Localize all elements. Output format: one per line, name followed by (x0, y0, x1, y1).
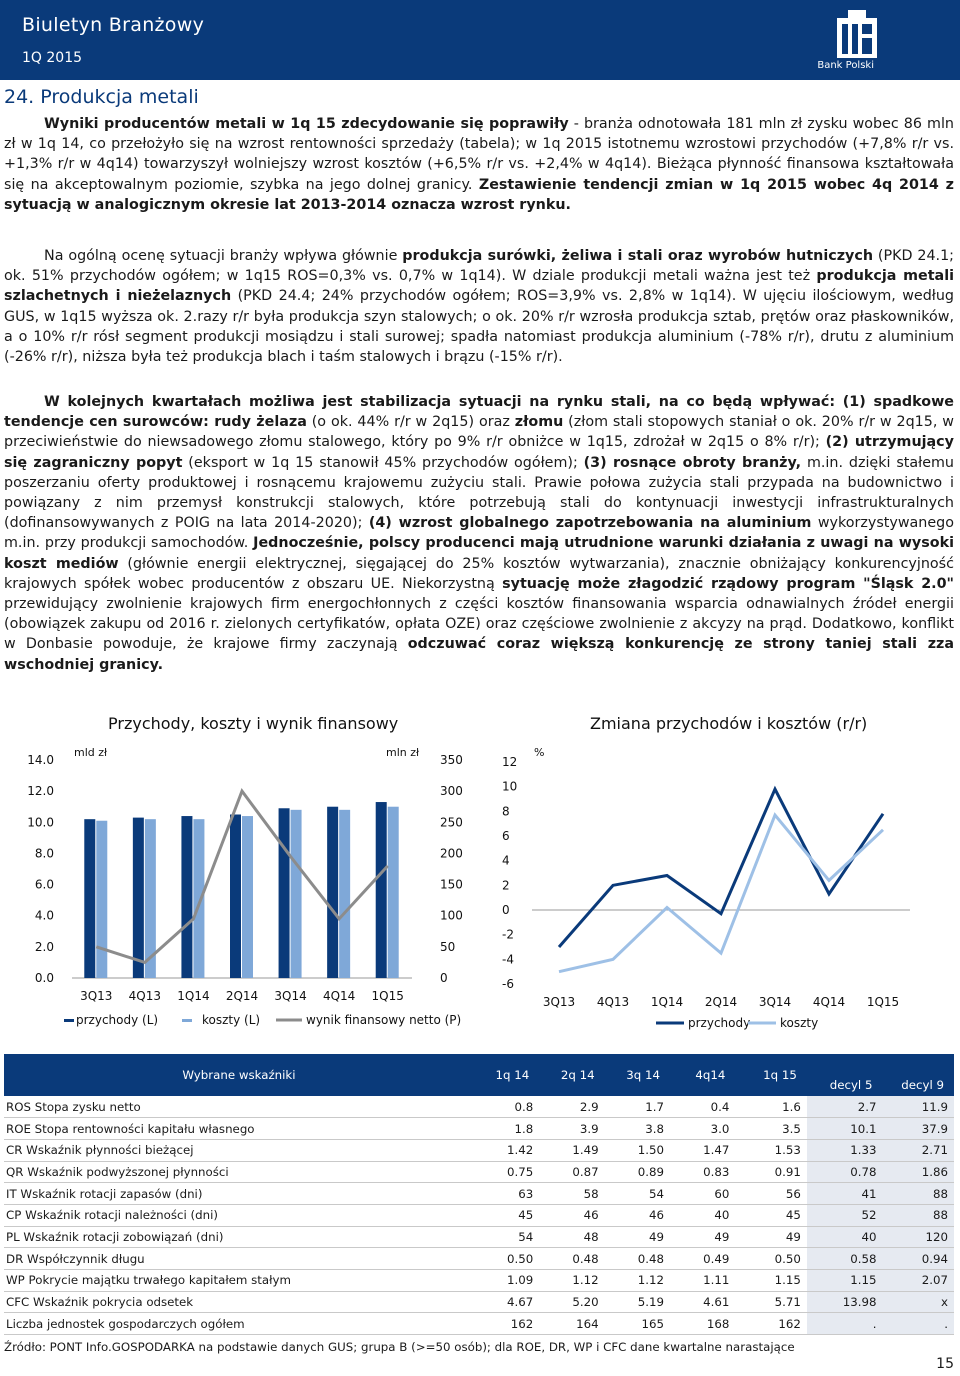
p3-bold7: sytuację może złagodzić rządowy program "Śląsk 2.0" (502, 575, 954, 592)
table-cell: 60 (670, 1183, 735, 1205)
table-cell: 2.9 (539, 1096, 604, 1118)
table-cell: 0.58 (807, 1248, 883, 1270)
x-tick-label: 3Q14 (274, 989, 307, 1003)
legend-label: przychody (688, 1016, 751, 1030)
table-cell: 40 (670, 1204, 735, 1226)
table-cell: 11.9 (882, 1096, 954, 1118)
table-header-row (4, 1054, 954, 1096)
y-tick-label: 4 (502, 853, 510, 868)
table-row-label: CR Wskaźnik płynności bieżącej (4, 1139, 474, 1161)
y-tick-label: 8 (502, 804, 510, 819)
table-row (4, 1118, 954, 1140)
p2-bold2: produkcja metali szlachetnych i nieżelaznych (4, 268, 955, 305)
y-tick-label: 12 (502, 755, 518, 769)
right-axis-tick-label: 50 (440, 939, 456, 954)
table-cell: 2.07 (882, 1270, 954, 1292)
p3-bold5: (4) wzrost globalnego zapotrzebowania na aluminium (368, 515, 812, 532)
table-row (4, 1226, 954, 1248)
left-axis-tick-label: 12.0 (27, 784, 54, 799)
table-cell: 4.67 (474, 1291, 539, 1313)
p3-text-a: (o ok. 44% r/r w 2q15) oraz (306, 414, 515, 431)
right-axis-tick-label: 0 (440, 971, 448, 985)
x-tick-label: 1Q15 (866, 995, 900, 1009)
chart2-title: Zmiana przychodów i kosztów (r/r) (590, 714, 868, 733)
table-cell: 0.87 (539, 1161, 604, 1183)
page-number: 15 (936, 1356, 954, 1372)
table-cell: 1.12 (539, 1270, 604, 1292)
table-cell: 1.8 (474, 1118, 539, 1140)
table-cell: 4.61 (670, 1291, 735, 1313)
table-header-col: 3q 14 (605, 1054, 670, 1096)
table-cell: 3.5 (735, 1118, 807, 1140)
table-cell: 54 (605, 1183, 670, 1205)
table-cell: 48 (539, 1226, 604, 1248)
bar-koszty (193, 819, 204, 978)
legend-label: koszty (L) (202, 1013, 261, 1027)
table-row (4, 1313, 954, 1335)
table-cell: 45 (735, 1204, 807, 1226)
table-cell: 0.78 (807, 1161, 883, 1183)
table-cell: 10.1 (807, 1118, 883, 1140)
table-cell: 52 (807, 1204, 883, 1226)
bulletin-period: 1Q 2015 (22, 50, 83, 66)
table-cell: 56 (735, 1183, 807, 1205)
y-tick-label: 0 (502, 903, 510, 917)
legend-label: koszty (780, 1016, 819, 1030)
table-cell: 2.7 (807, 1096, 883, 1118)
p3-bold2: złomu (514, 414, 564, 431)
p3-text-e: wykorzystywanego m.in. przy produkcji samochodów. (4, 515, 954, 552)
table-cell: 0.4 (670, 1096, 735, 1118)
p1-bold: Wyniki producentów metali w 1q 15 zdecydowanie się poprawiły (44, 116, 569, 132)
p3-text-g: przewidujący zwolnienie krajowych firm energochłonnych z części kosztów finansowania wsparcia odnawialnych źródeł energii (obowiązek zakupu od 2016 r. zielonych certyfikatów, opłata OZE) oraz częściowe zwolnienie z akcyzy na prąd. Dodatkowo, konflikt w Donbasie powoduje, że krajowe firmy zaczynają (4, 596, 954, 653)
revenue-cost-change-chart (480, 740, 960, 1040)
table-row-label: QR Wskaźnik podwyższonej płynności (4, 1161, 474, 1183)
right-axis-tick-label: 100 (440, 908, 463, 923)
p3-bold6: Jednocześnie, polscy producenci mają utrudnione warunki działania z uwagi na wysoki koszt mediów (4, 535, 954, 572)
table-header-col: decyl 9 (882, 1054, 954, 1096)
legend-swatch-koszty (182, 1019, 192, 1022)
p3-text-c: (eksport w 1q 15 stanowił 45% przychodów ogółem); (182, 454, 584, 471)
y-tick-label: 6 (502, 829, 510, 843)
paragraph-2 (4, 246, 954, 367)
table-cell: 0.8 (474, 1096, 539, 1118)
p1-text: - branża odnotowała 181 mln zł zysku wobec 86 mln zł w 1q 14, co przełożyło się na wzrost rentowności sprzedaży (tabela); w 1q 2015 istotnemu wzrostowi przychodów (+7,8% r/r vs. +1,3% r/r w 4q14) towarzyszył wolniejszy wzrost kosztów (+6,5% r/r vs. +2,4% w 4q14). Bieżąca płynność finansowa kształtowała się na akceptowalnym poziomie, szybka na jego dolnej granicy. (4, 116, 954, 193)
table-cell: 0.83 (670, 1161, 735, 1183)
table-row (4, 1291, 954, 1313)
table-header-col: 1q 15 (735, 1054, 807, 1096)
bar-koszty (291, 810, 302, 978)
left-axis-tick-label: 10.0 (27, 815, 54, 830)
table-header-col: decyl 5 (807, 1054, 883, 1096)
p3-bold8: odczuwać coraz większą konkurencję ze strony taniej stali zza wschodniej granicy. (4, 636, 954, 673)
table-header-col: 2q 14 (539, 1054, 604, 1096)
right-axis-tick-label: 150 (440, 877, 463, 892)
table-cell: 41 (807, 1183, 883, 1205)
table-cell: 162 (474, 1313, 539, 1335)
table-row-label: CP Wskaźnik rotacji należności (dni) (4, 1204, 474, 1226)
x-tick-label: 4Q13 (596, 995, 630, 1009)
table-cell: 58 (539, 1183, 604, 1205)
y-tick-label: -6 (502, 977, 514, 991)
x-tick-label: 1Q14 (650, 995, 684, 1009)
table-cell: 54 (474, 1226, 539, 1248)
y-tick-label: 10 (502, 779, 518, 794)
x-tick-label: 4Q14 (322, 989, 356, 1003)
left-axis-tick-label: 6.0 (34, 877, 54, 892)
table-cell: 2.71 (882, 1139, 954, 1161)
indicators-table (4, 1054, 954, 1335)
table-cell: 3.9 (539, 1118, 604, 1140)
left-axis-tick-label: 4.0 (34, 908, 54, 923)
table-cell: 120 (882, 1226, 954, 1248)
table-cell: 1.15 (807, 1270, 883, 1292)
bulletin-title: Biuletyn Branżowy (22, 14, 205, 36)
table-cell: 1.11 (670, 1270, 735, 1292)
bar-przychody (376, 802, 387, 978)
table-cell: 0.75 (474, 1161, 539, 1183)
p2-text-a: Na ogólną ocenę sytuacji branży wpływa głównie (44, 248, 403, 264)
paragraph-1 (4, 114, 954, 215)
table-cell: 164 (539, 1313, 604, 1335)
p3-bold1: W kolejnych kwartałach możliwa jest stabilizacja sytuacji na rynku stali, na co będą wpływać: (1) spadkowe tendencje cen surowców: rudy żelaza (4, 394, 954, 431)
table-cell: 0.50 (735, 1248, 807, 1270)
line-przychody (559, 789, 883, 947)
legend-label: wynik finansowy netto (P) (306, 1013, 462, 1027)
x-tick-label: 1Q15 (371, 989, 404, 1003)
table-cell: 88 (882, 1183, 954, 1205)
bar-przychody (133, 818, 144, 978)
p3-bold4: (3) rosnące obroty branży, (583, 454, 802, 471)
table-row (4, 1096, 954, 1118)
table-cell: 0.48 (539, 1248, 604, 1270)
table-cell: 3.0 (670, 1118, 735, 1140)
bar-przychody (327, 807, 338, 978)
table-cell: 49 (605, 1226, 670, 1248)
table-cell: 63 (474, 1183, 539, 1205)
p2-bold1: produkcja surówki, żeliwa i stali oraz wyrobów hutniczych (402, 248, 874, 264)
p2-text-c: (PKD 24.4; 24% przychodów ogółem; ROS=3,9% vs. 2,8% w 1q14). W ujęciu ilościowym, według GUS, w 1q15 wyższa ok. 2.razy r/r była produkcja szyn stalowych; o ok. 20% r/r wzrosła produkcja sztab, prętów oraz płaskowników, a o 10% r/r rósł segment produkcji mosiądzu i stali surowej; spadła natomiast produkcja aluminium (-78% r/r), drutu z aluminium (-26% r/r), niższa była też produkcja blach i taśm stalowych i brązu (-15% r/r). (4, 288, 954, 366)
p2-text-b: (PKD 24.1; ok. 51% przychodów ogółem; w 1q15 ROS=0,3% vs. 0,7% w 1q14). W dziale produkcji metali ważna jest też (4, 248, 955, 285)
table-cell: 168 (670, 1313, 735, 1335)
table-cell: 0.94 (882, 1248, 954, 1270)
y-tick-label: -4 (502, 952, 514, 967)
p1-bold2: Zestawienie tendencji zmian w 1q 2015 wobec 4q 2014 z sytuacją w analogicznym okresie lat 2013-2014 oznacza wzrost rynku. (4, 176, 954, 213)
table-row (4, 1183, 954, 1205)
table-row-label: CFC Wskaźnik pokrycia odsetek (4, 1291, 474, 1313)
table-cell: 162 (735, 1313, 807, 1335)
page-header (0, 0, 960, 80)
table-cell: 49 (735, 1226, 807, 1248)
table-cell: 0.89 (605, 1161, 670, 1183)
right-axis-unit: mln zł (386, 746, 420, 759)
table-cell: 46 (605, 1204, 670, 1226)
table-cell: 0.48 (605, 1248, 670, 1270)
table-cell: 49 (670, 1226, 735, 1248)
table-header-name: Wybrane wskaźniki (4, 1054, 474, 1096)
bar-koszty (339, 810, 350, 978)
left-axis-tick-label: 0.0 (34, 971, 54, 985)
x-tick-label: 1Q14 (177, 989, 210, 1003)
x-tick-label: 4Q14 (812, 995, 846, 1009)
legend-swatch-przychody (64, 1019, 74, 1022)
table-row-label: IT Wskaźnik rotacji zapasów (dni) (4, 1183, 474, 1205)
table-cell: 13.98 (807, 1291, 883, 1313)
table-cell: 1.42 (474, 1139, 539, 1161)
chart1-title: Przychody, koszty i wynik finansowy (108, 714, 399, 733)
x-tick-label: 2Q14 (704, 995, 738, 1009)
table-row (4, 1270, 954, 1292)
x-tick-label: 3Q13 (80, 989, 113, 1003)
table-cell: 37.9 (882, 1118, 954, 1140)
table-cell: 1.6 (735, 1096, 807, 1118)
bar-koszty (242, 816, 253, 978)
table-row-label: PL Wskaźnik rotacji zobowiązań (dni) (4, 1226, 474, 1248)
x-tick-label: 4Q13 (128, 989, 162, 1003)
table-cell: . (882, 1313, 954, 1335)
table-cell: 46 (539, 1204, 604, 1226)
right-axis-tick-label: 350 (440, 753, 463, 767)
table-header-col: 1q 14 (474, 1054, 539, 1096)
table-cell: 5.71 (735, 1291, 807, 1313)
table-row-label: Liczba jednostek gospodarczych ogółem (4, 1313, 474, 1335)
table-row (4, 1204, 954, 1226)
table-cell: 1.47 (670, 1139, 735, 1161)
table-cell: 1.49 (539, 1139, 604, 1161)
table-cell: 1.09 (474, 1270, 539, 1292)
left-axis-tick-label: 8.0 (34, 846, 54, 861)
table-cell: 1.86 (882, 1161, 954, 1183)
right-axis-tick-label: 200 (440, 846, 463, 861)
pko-logo-icon (834, 8, 880, 60)
revenue-cost-result-chart (0, 740, 480, 1040)
section-title: 24. Produkcja metali (4, 86, 199, 108)
table-row (4, 1139, 954, 1161)
table-row (4, 1161, 954, 1183)
x-tick-label: 2Q14 (225, 989, 259, 1003)
left-axis-tick-label: 14.0 (27, 753, 54, 767)
bar-przychody (230, 815, 241, 979)
y-tick-label: -2 (502, 927, 514, 942)
table-cell: 165 (605, 1313, 670, 1335)
table-cell: 1.53 (735, 1139, 807, 1161)
axis-unit: % (534, 746, 545, 759)
p3-bold3: (2) utrzymujący się zagraniczny popyt (4, 434, 954, 471)
p3-text-d: m.in. dzięki stałemu poszerzaniu oferty produktowej i rosnącemu krajowemu zużyciu stali. Prawie połowa zużycia stali przypada na budownictwo i powiązany z nim przemysł konstrukcji stalowych, które potrzebują stali do kontynuacji inwestycji infrastrukturalnych (dofinansowywanych z POIG na lata 2014-2020); (4, 454, 954, 532)
table-header-col: 4q14 (670, 1054, 735, 1096)
bar-przychody (181, 816, 192, 978)
x-tick-label: 3Q14 (758, 995, 792, 1009)
bar-koszty (96, 821, 107, 978)
table-row (4, 1248, 954, 1270)
table-cell: 88 (882, 1204, 954, 1226)
y-tick-label: 2 (502, 878, 510, 893)
bar-przychody (279, 808, 290, 978)
p3-text-b: (złom stali stopowych staniał o ok. 20% r/r w 2q15, w przeciwieństwie do niewsadowego złomu stalowego, który po 9% r/r obniżce w 1q15, zdrożał w 2q15 o 8% r/r); (4, 414, 954, 451)
legend-label: przychody (L) (76, 1013, 159, 1027)
table-cell: 3.8 (605, 1118, 670, 1140)
table-cell: 40 (807, 1226, 883, 1248)
table-cell: 5.20 (539, 1291, 604, 1313)
bar-koszty (388, 807, 399, 978)
x-tick-label: 3Q13 (542, 995, 576, 1009)
table-cell: 1.15 (735, 1270, 807, 1292)
table-cell: 1.12 (605, 1270, 670, 1292)
bank-name: Bank Polski (817, 60, 874, 71)
p3-text-f: (głównie energii elektrycznej, sięgającej do 25% kosztów wytwarzania), znacznie obniżający konkurencyjność krajowych spółek wobec producentów z obszaru UE. Niekorzystną (4, 555, 954, 592)
right-axis-tick-label: 250 (440, 815, 463, 830)
table-row-label: WP Pokrycie majątku trwałego kapitałem stałym (4, 1270, 474, 1292)
table-row-label: DR Współczynnik długu (4, 1248, 474, 1270)
paragraph-3 (4, 392, 954, 675)
table-cell: 5.19 (605, 1291, 670, 1313)
table-cell: 0.49 (670, 1248, 735, 1270)
right-axis-tick-label: 300 (440, 784, 463, 799)
table-cell: . (807, 1313, 883, 1335)
table-cell: 0.50 (474, 1248, 539, 1270)
table-cell: 1.50 (605, 1139, 670, 1161)
table-row-label: ROS Stopa zysku netto (4, 1096, 474, 1118)
table-row-label: ROE Stopa rentowności kapitału własnego (4, 1118, 474, 1140)
left-axis-tick-label: 2.0 (34, 939, 54, 954)
table-cell: 0.91 (735, 1161, 807, 1183)
bar-przychody (84, 819, 95, 978)
table-cell: 1.33 (807, 1139, 883, 1161)
table-cell: x (882, 1291, 954, 1313)
source-note: Źródło: PONT Info.GOSPODARKA na podstawie danych GUS; grupa B (>=50 osób); dla ROE, DR, WP i CFC dane kwartalne narastające (4, 1340, 795, 1354)
table-cell: 45 (474, 1204, 539, 1226)
left-axis-unit: mld zł (74, 746, 108, 759)
table-cell: 1.7 (605, 1096, 670, 1118)
